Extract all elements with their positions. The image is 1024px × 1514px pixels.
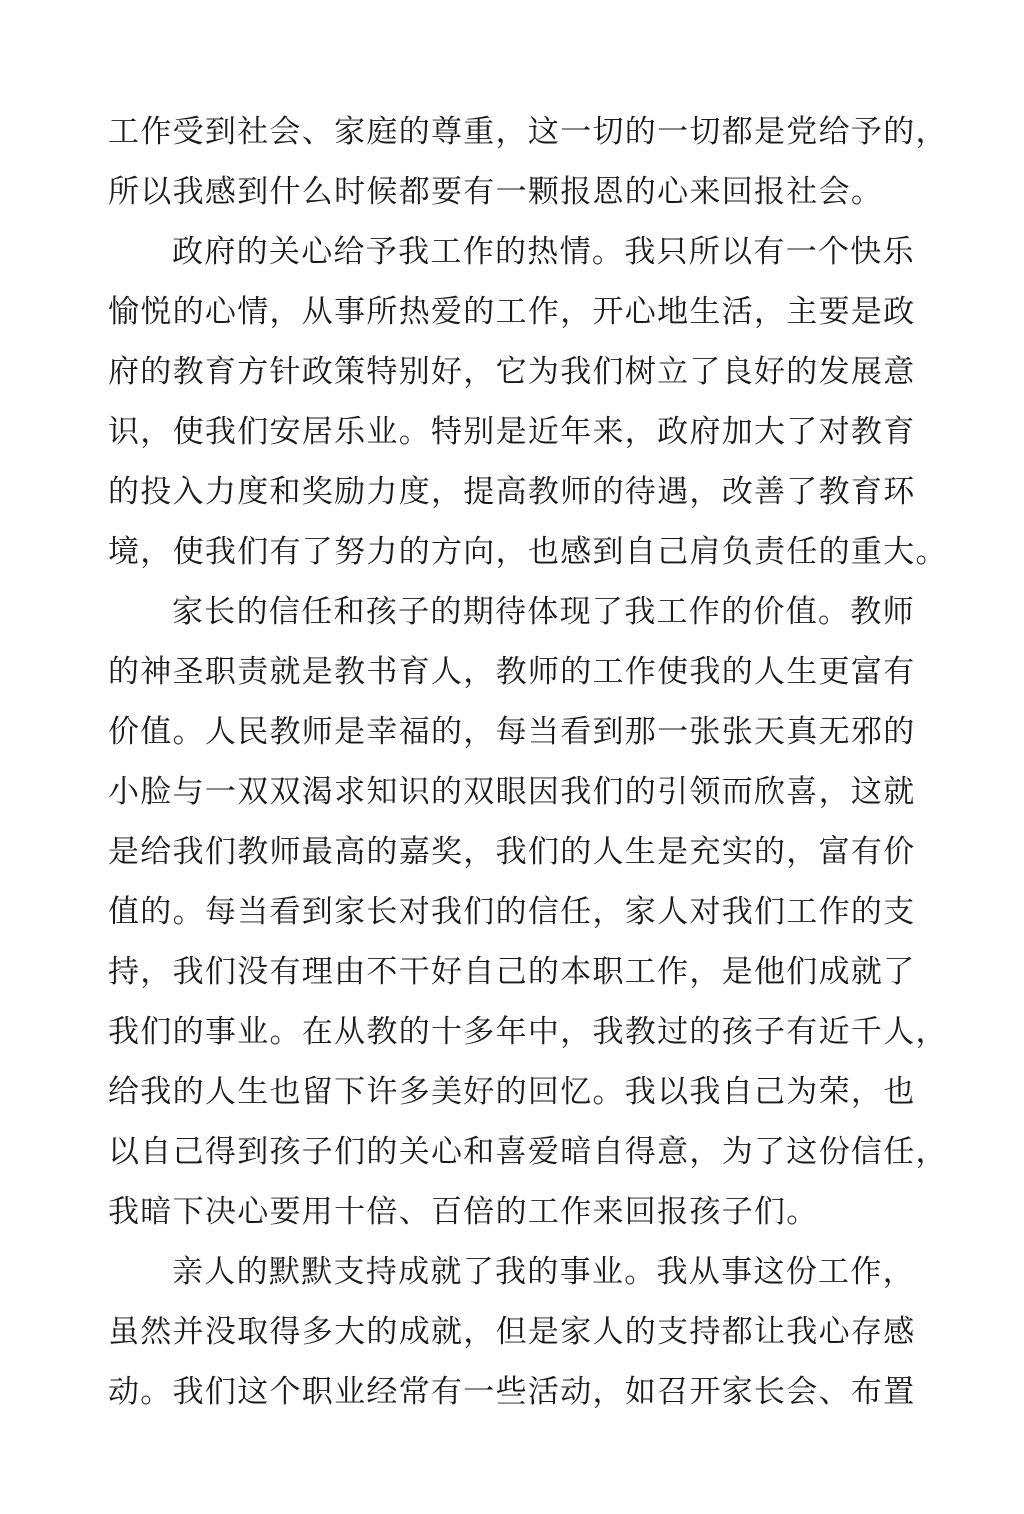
paragraph-first-line: 亲人的默默支持成就了我的事业。我从事这份工作，: [172, 1254, 915, 1290]
text-line: 持，我们没有理由不干好自己的本职工作，是他们成就了: [108, 954, 916, 990]
text-line: 给我的人生也留下许多美好的回忆。我以我自己为荣，也: [108, 1074, 916, 1110]
text-line: 我们的事业。在从教的十多年中，我教过的孩子有近千人，: [108, 1014, 948, 1050]
paragraph-first-line: 家长的信任和孩子的期待体现了我工作的价值。教师: [172, 594, 915, 630]
text-line: 以自己得到孩子们的关心和喜爱暗自得意，为了这份信任，: [108, 1134, 948, 1170]
text-line: 价值。人民教师是幸福的，每当看到那一张张天真无邪的: [108, 714, 916, 750]
text-line: 识，使我们安居乐业。特别是近年来，政府加大了对教育: [108, 414, 916, 450]
text-line: 是给我们教师最高的嘉奖，我们的人生是充实的，富有价: [108, 834, 916, 870]
text-line: 的神圣职责就是教书育人，教师的工作使我的人生更富有: [108, 654, 916, 690]
text-line: 所以我感到什么时候都要有一颗报恩的心来回报社会。: [108, 174, 884, 210]
text-line: 愉悦的心情，从事所热爱的工作，开心地生活，主要是政: [108, 294, 916, 330]
text-line: 我暗下决心要用十倍、百倍的工作来回报孩子们。: [108, 1194, 819, 1230]
text-line: 境，使我们有了努力的方向，也感到自己肩负责任的重大。: [108, 534, 948, 570]
paragraph-first-line: 政府的关心给予我工作的热情。我只所以有一个快乐: [172, 234, 915, 270]
text-line: 虽然并没取得多大的成就，但是家人的支持都让我心存感: [108, 1314, 916, 1350]
text-line: 动。我们这个职业经常有一些活动，如召开家长会、布置: [108, 1374, 916, 1410]
text-line: 值的。每当看到家长对我们的信任，家人对我们工作的支: [108, 894, 916, 930]
text-line: 工作受到社会、家庭的尊重，这一切的一切都是党给予的，: [108, 114, 948, 150]
text-line: 小脸与一双双渴求知识的双眼因我们的引领而欣喜，这就: [108, 774, 916, 810]
text-line: 府的教育方针政策特别好，它为我们树立了良好的发展意: [108, 354, 916, 390]
text-line: 的投入力度和奖励力度，提高教师的待遇，改善了教育环: [108, 474, 916, 510]
